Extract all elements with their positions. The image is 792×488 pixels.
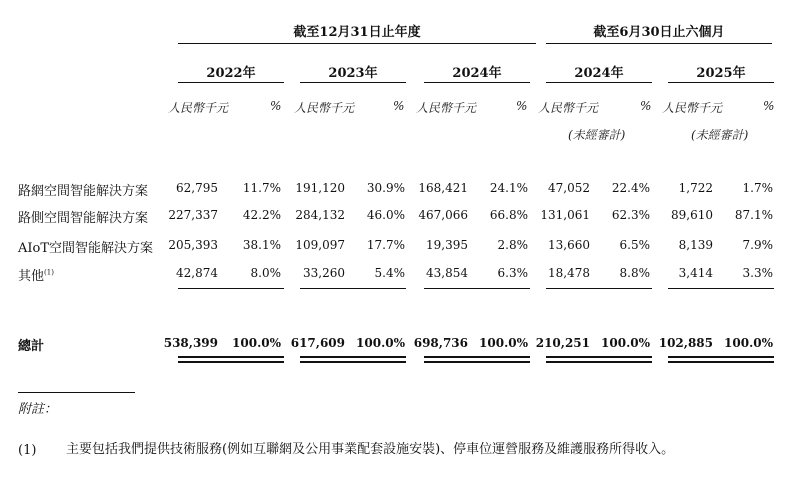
percent-cell: 17.7% bbox=[366, 238, 405, 252]
amount-cell: 42,874 bbox=[176, 266, 218, 280]
footnote-ref: (1) bbox=[44, 268, 54, 277]
row-label-text: 路側空間智能解決方案 bbox=[18, 211, 149, 226]
percent-cell: 66.8% bbox=[489, 208, 528, 222]
percent-cell: 3.3% bbox=[742, 266, 773, 280]
pct-label: % bbox=[270, 99, 282, 113]
total-rule-bottom bbox=[300, 361, 406, 363]
percent-cell: 46.0% bbox=[366, 208, 405, 222]
total-percent-cell: 100.0% bbox=[232, 336, 281, 350]
percent-cell: 2.8% bbox=[497, 238, 528, 252]
total-rule-top bbox=[300, 356, 406, 358]
note-marker: (1) bbox=[18, 443, 37, 458]
total-amount-cell: 698,736 bbox=[413, 336, 468, 350]
amount-cell: 18,478 bbox=[548, 266, 590, 280]
row-label bbox=[18, 180, 148, 199]
amount-cell: 205,393 bbox=[168, 238, 218, 252]
half-rule-2024 bbox=[546, 82, 652, 83]
note-text: 主要包括我們提供技術服務(例如互聯網及公用事業配套設施安裝)、停車位運營服務及維護服務所得收入。 bbox=[66, 442, 675, 457]
total-rule-bottom bbox=[546, 361, 652, 363]
percent-cell: 8.8% bbox=[619, 266, 650, 280]
group-header-year-rule bbox=[178, 43, 536, 44]
unaudited-label: (未經審計) bbox=[691, 128, 749, 142]
group-header-half: 截至6月30日止六個月 bbox=[593, 25, 725, 40]
total-amount-cell: 102,885 bbox=[658, 336, 713, 350]
total-percent-cell: 100.0% bbox=[356, 336, 405, 350]
unit-label: 人民幣千元 bbox=[294, 101, 355, 115]
amount-cell: 284,132 bbox=[295, 208, 345, 222]
year-header-2024: 2024年 bbox=[452, 66, 502, 81]
total-percent-cell: 100.0% bbox=[601, 336, 650, 350]
subtotal-rule bbox=[178, 288, 284, 289]
amount-cell: 467,066 bbox=[418, 208, 468, 222]
half-header-2025: 2025年 bbox=[696, 66, 746, 81]
half-header-2024: 2024年 bbox=[574, 66, 624, 81]
unit-label: 人民幣千元 bbox=[416, 101, 477, 115]
total-rule-bottom bbox=[424, 361, 530, 363]
amount-cell: 43,854 bbox=[426, 266, 468, 280]
amount-cell: 19,395 bbox=[426, 238, 468, 252]
year-header-2023: 2023年 bbox=[328, 66, 378, 81]
pct-label: % bbox=[763, 99, 775, 113]
total-rule-top bbox=[668, 356, 774, 358]
subtotal-rule bbox=[300, 288, 406, 289]
amount-cell: 89,610 bbox=[671, 208, 713, 222]
total-rule-top bbox=[424, 356, 530, 358]
percent-cell: 1.7% bbox=[742, 181, 773, 195]
percent-cell: 7.9% bbox=[742, 238, 773, 252]
unit-label: 人民幣千元 bbox=[538, 101, 599, 115]
total-label: 總計 bbox=[18, 339, 45, 354]
amount-cell: 109,097 bbox=[295, 238, 345, 252]
amount-cell: 227,337 bbox=[168, 208, 218, 222]
percent-cell: 24.1% bbox=[489, 181, 528, 195]
notes-separator bbox=[18, 392, 135, 393]
percent-cell: 62.3% bbox=[611, 208, 650, 222]
amount-cell: 3,414 bbox=[678, 266, 713, 280]
amount-cell: 13,660 bbox=[548, 238, 590, 252]
pct-label: % bbox=[393, 99, 405, 113]
percent-cell: 6.3% bbox=[497, 266, 528, 280]
total-amount-cell: 210,251 bbox=[535, 336, 590, 350]
group-header-year: 截至12月31日止年度 bbox=[293, 25, 421, 40]
total-rule-bottom bbox=[668, 361, 774, 363]
total-percent-cell: 100.0% bbox=[479, 336, 528, 350]
amount-cell: 33,260 bbox=[303, 266, 345, 280]
row-label-text: AIoT空間智能解決方案 bbox=[18, 241, 154, 256]
total-percent-cell: 100.0% bbox=[724, 336, 773, 350]
year-header-2022: 2022年 bbox=[206, 66, 256, 81]
amount-cell: 1,722 bbox=[678, 181, 713, 195]
percent-cell: 38.1% bbox=[242, 238, 281, 252]
percent-cell: 6.5% bbox=[619, 238, 650, 252]
unit-label: 人民幣千元 bbox=[662, 101, 723, 115]
amount-cell: 47,052 bbox=[548, 181, 590, 195]
row-label bbox=[18, 207, 148, 226]
row-label bbox=[18, 237, 153, 256]
unaudited-label: (未經審計) bbox=[568, 128, 626, 142]
notes-heading: 附註： bbox=[18, 402, 58, 417]
amount-cell: 62,795 bbox=[176, 181, 218, 195]
row-label bbox=[18, 265, 54, 284]
percent-cell: 30.9% bbox=[366, 181, 405, 195]
percent-cell: 22.4% bbox=[611, 181, 650, 195]
year-rule-2023 bbox=[300, 82, 406, 83]
amount-cell: 168,421 bbox=[418, 181, 468, 195]
pct-label: % bbox=[516, 99, 528, 113]
total-rule-bottom bbox=[178, 361, 284, 363]
unit-label: 人民幣千元 bbox=[168, 101, 229, 115]
amount-cell: 191,120 bbox=[295, 181, 345, 195]
pct-label: % bbox=[640, 99, 652, 113]
percent-cell: 11.7% bbox=[242, 181, 281, 195]
year-rule-2024 bbox=[424, 82, 530, 83]
amount-cell: 131,061 bbox=[540, 208, 590, 222]
total-rule-top bbox=[178, 356, 284, 358]
group-header-half-rule bbox=[546, 43, 772, 44]
percent-cell: 87.1% bbox=[734, 208, 773, 222]
subtotal-rule bbox=[424, 288, 530, 289]
total-rule-top bbox=[546, 356, 652, 358]
total-amount-cell: 617,609 bbox=[290, 336, 345, 350]
subtotal-rule bbox=[546, 288, 652, 289]
percent-cell: 42.2% bbox=[242, 208, 281, 222]
year-rule-2022 bbox=[178, 82, 284, 83]
half-rule-2025 bbox=[668, 82, 774, 83]
percent-cell: 8.0% bbox=[250, 266, 281, 280]
total-amount-cell: 538,399 bbox=[163, 336, 218, 350]
percent-cell: 5.4% bbox=[374, 266, 405, 280]
subtotal-rule bbox=[668, 288, 774, 289]
row-label-text: 路網空間智能解決方案 bbox=[18, 184, 149, 199]
amount-cell: 8,139 bbox=[678, 238, 713, 252]
row-label-text: 其他 bbox=[18, 269, 45, 284]
